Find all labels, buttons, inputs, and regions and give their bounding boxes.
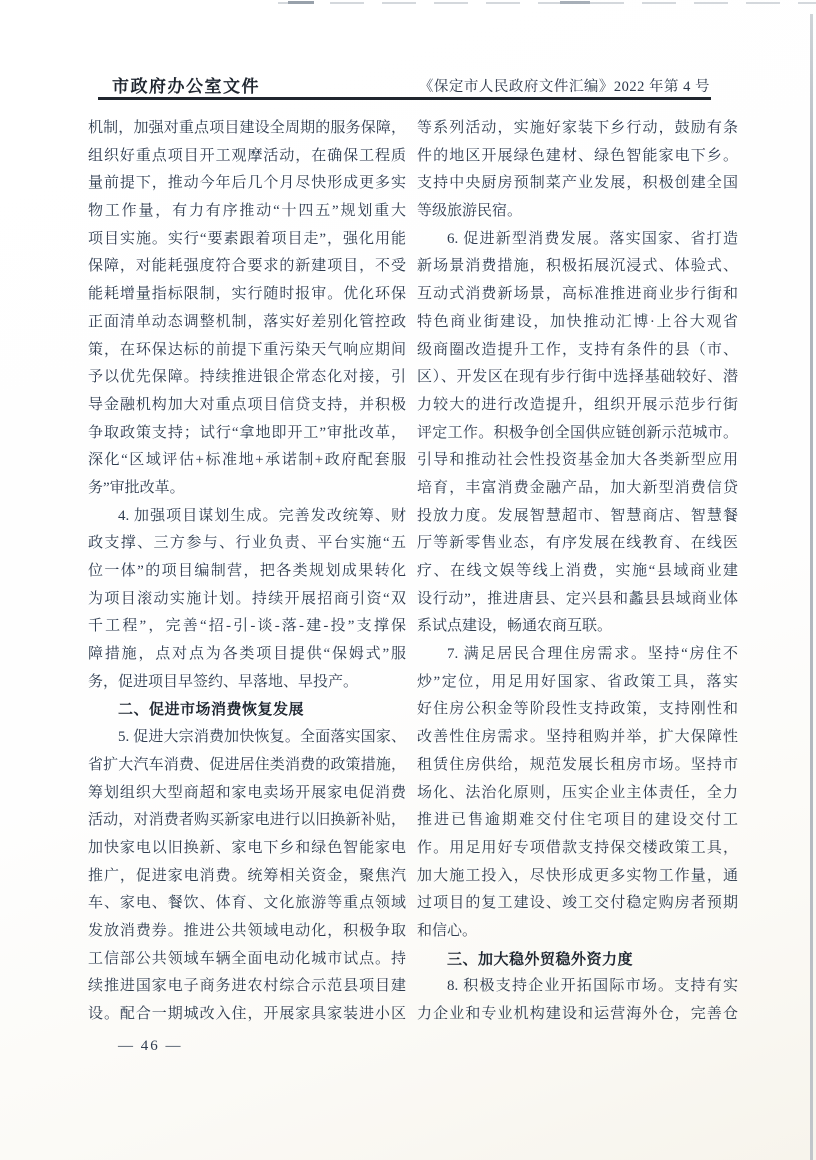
text-line: 培育，丰富消费金融产品，加大新型消费信贷	[417, 479, 738, 496]
text-line: 正面清单动态调整机制，落实好差别化管控政	[88, 313, 406, 330]
text-line: 新场景消费措施，积极拓展沉浸式、体验式、	[417, 258, 738, 275]
text-line: 评定工作。积极争创全国供应链创新示范城市。	[417, 424, 738, 441]
text-line: 千工程”，完善“招-引-谈-落-建-投”支撑保	[88, 618, 406, 635]
text-line: 租赁住房供给，规范发展长租房市场。坚持市	[417, 756, 738, 773]
text-line: 推广，促进家电消费。统筹相关资金，聚焦汽	[88, 867, 406, 884]
text-line: 投放力度。发展智慧超市、智慧商店、智慧餐	[417, 507, 738, 524]
text-line: 加大施工投入，尽快形成更多实物工作量，通	[417, 867, 738, 884]
text-line: 活动，对消费者购买新家电进行以旧换新补贴，	[88, 812, 406, 829]
text-line: 政支撑、三方参与、行业负责、平台实施“五	[88, 535, 406, 552]
page-number: — 46 —	[118, 1038, 183, 1054]
text-line: 等级旅游民宿。	[417, 203, 523, 220]
text-line: 导金融机构加大对重点项目信贷支持，并积极	[88, 396, 406, 413]
text-line: 障措施，点对点为各类项目提供“保姆式”服	[88, 646, 406, 663]
text-line: 场化、法治化原则，压实企业主体责任，全力	[417, 784, 738, 801]
header-document-category: 市政府办公室文件	[112, 77, 260, 96]
text-line: 力较大的进行改造提升，组织开展示范步行街	[417, 396, 738, 413]
text-line: 续推进国家电子商务进农村综合示范县项目建	[88, 978, 406, 995]
scan-artifact-right-edge	[810, 14, 813, 1160]
text-line: 工信部公共领域车辆全面电动化城市试点。持	[88, 950, 406, 967]
text-line: 推进已售逾期难交付住宅项目的建设交付工	[417, 812, 738, 829]
text-line: 予以优先保障。持续推进银企常态化对接，引	[88, 369, 406, 386]
text-line: 级商圈改造提升工作，支持有条件的县（市、	[417, 341, 738, 358]
text-line: 加快家电以旧换新、家电下乡和绿色智能家电	[88, 839, 406, 856]
text-line: 务”审批改革。	[88, 479, 185, 496]
text-line: 引导和推动社会性投资基金加大各类新型应用	[417, 452, 738, 469]
text-line: 互动式消费新场景，高标准推进商业步行街和	[417, 286, 738, 303]
text-line: 特色商业街建设，加快推动汇博·上谷大观省	[417, 313, 738, 330]
text-line: 等系列活动，实施好家装下乡行动，鼓励有条	[417, 120, 738, 136]
text-line: 4. 加强项目谋划生成。完善发改统筹、财	[118, 507, 406, 524]
scan-artifact-dash	[288, 1, 314, 4]
text-line: 炒”定位，用足用好国家、省政策工具，落实	[417, 673, 738, 690]
scan-artifact-top-line	[278, 2, 816, 4]
left-text-column	[88, 115, 406, 1029]
header-compilation-issue: 《保定市人民政府文件汇编》2022 年第 4 号	[418, 79, 710, 95]
text-line: 过项目的复工建设、竣工交付稳定购房者预期	[417, 895, 738, 912]
text-line: 省扩大汽车消费、促进居住类消费的政策措施，	[88, 756, 406, 773]
text-line: 6. 促进新型消费发展。落实国家、省打造	[447, 230, 738, 247]
text-line: 物工作量，有力有序推动“十四五”规划重大	[88, 203, 406, 220]
text-line: 保障，对能耗强度符合要求的新建项目，不受	[88, 258, 406, 275]
text-line: 发放消费券。推进公共领域电动化，积极争取	[88, 922, 406, 939]
text-line: 深化“区域评估+标准地+承诺制+政府配套服	[88, 452, 406, 469]
text-line: 量前提下，推动今年后几个月尽快形成更多实	[88, 175, 406, 192]
text-line: 7. 满足居民合理住房需求。坚持“房住不	[447, 646, 738, 663]
text-line: 和信心。	[417, 922, 478, 939]
header-divider-rule	[98, 97, 711, 100]
text-line: 位一体”的项目编制营，把各类规划成果转化	[88, 563, 406, 579]
text-line: 疗、在线文娱等线上消费，实施“县域商业建	[417, 563, 738, 579]
text-line: 8. 积极支持企业开拓国际市场。支持有实	[447, 978, 738, 995]
text-line: 策，在环保达标的前提下重污染天气响应期间	[88, 341, 406, 358]
text-line: 为项目滚动实施计划。持续开展招商引资“双	[88, 590, 406, 607]
text-line: 能耗增量指标限制，实行随时报审。优化环保	[88, 286, 406, 303]
right-text-column	[417, 115, 738, 1029]
text-line: 项目实施。实行“要素跟着项目走”，强化用能	[88, 230, 406, 247]
section-heading-line: 三、加大稳外贸稳外资力度	[447, 950, 634, 968]
text-line: 厅等新零售业态，有序发展在线教育、在线医	[417, 535, 738, 552]
text-line: 争取政策支持；试行“拿地即开工”审批改革，	[88, 424, 406, 441]
text-line: 好住房公积金等阶段性支持政策，支持刚性和	[417, 701, 738, 718]
text-line: 筹划组织大型商超和家电卖场开展家电促消费	[88, 784, 406, 801]
text-line: 支持中央厨房预制菜产业发展，积极创建全国	[417, 175, 738, 192]
text-line: 车、家电、餐饮、体育、文化旅游等重点领域	[88, 895, 406, 912]
text-line: 区）、开发区在现有步行街中选择基础较好、潜	[417, 369, 738, 386]
section-heading-line: 二、促进市场消费恢复发展	[118, 701, 305, 719]
text-line: 务，促进项目早签约、早落地、早投产。	[88, 673, 359, 690]
text-line: 力企业和专业机构建设和运营海外仓，完善仓	[417, 1006, 738, 1022]
text-line: 作。用足用好专项借款支持保交楼政策工具，	[417, 839, 738, 856]
scan-artifact-dash	[560, 1, 590, 4]
text-line: 设行动”，推进唐县、定兴县和蠡县县域商业体	[417, 590, 738, 607]
text-line: 系试点建设，畅通农商互联。	[417, 618, 613, 635]
text-line: 组织好重点项目开工观摩活动，在确保工程质	[88, 147, 406, 164]
text-line: 改善性住房需求。坚持租购并举，扩大保障性	[417, 729, 738, 746]
text-line: 5. 促进大宗消费加快恢复。全面落实国家、	[118, 729, 406, 746]
text-line: 件的地区开展绿色建材、绿色智能家电下乡。	[417, 147, 738, 164]
text-line: 设。配合一期城改入住，开展家具家装进小区	[88, 1006, 406, 1022]
text-line: 机制，加强对重点项目建设全周期的服务保障，	[88, 120, 406, 136]
